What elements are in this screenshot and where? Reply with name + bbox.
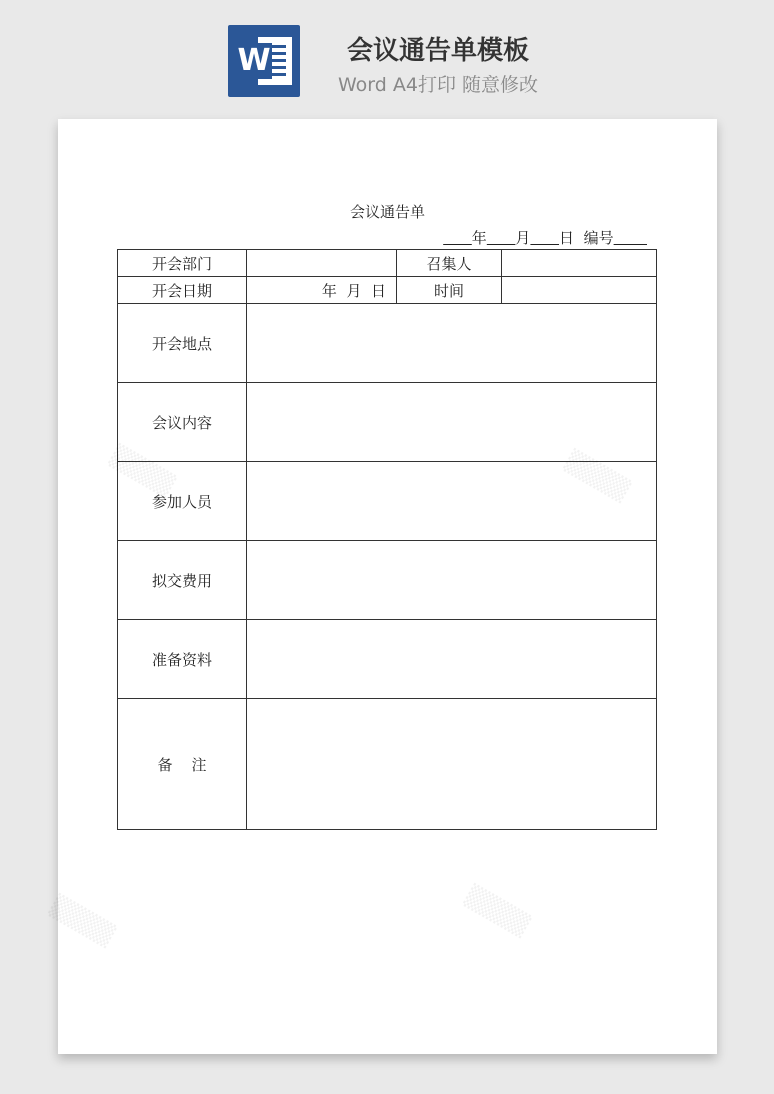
table-row	[118, 277, 657, 304]
table-row	[118, 383, 657, 462]
date-number-line	[443, 227, 647, 248]
materials-field[interactable]	[247, 620, 657, 699]
expenses-label: 拟交费用	[118, 541, 247, 620]
number-label: 编号	[583, 229, 614, 247]
content-label: 会议内容	[118, 383, 247, 462]
meeting-date-field[interactable]	[247, 277, 397, 304]
time-field[interactable]	[502, 277, 657, 304]
materials-label: 准备资料	[118, 620, 247, 699]
attendees-label: 参加人员	[118, 462, 247, 541]
table-row	[118, 462, 657, 541]
document-title: 会议通告单	[349, 203, 425, 221]
remarks-field[interactable]	[247, 699, 657, 830]
table-row	[118, 699, 657, 830]
table-row	[118, 541, 657, 620]
convener-field[interactable]	[502, 250, 657, 277]
year-label: 年	[471, 229, 487, 247]
watermark: ▒▒▒▒	[461, 883, 533, 940]
location-field[interactable]	[247, 304, 657, 383]
table-row	[118, 250, 657, 277]
watermark: ▒▒▒▒	[561, 448, 633, 505]
department-field[interactable]	[247, 250, 397, 277]
word-letter: W	[237, 43, 271, 78]
table-row	[118, 620, 657, 699]
header	[0, 0, 774, 110]
time-label: 时间	[397, 277, 502, 304]
watermark: ▒▒▒▒	[106, 443, 178, 500]
location-label: 开会地点	[118, 304, 247, 383]
department-label: 开会部门	[118, 250, 247, 277]
content-field[interactable]	[247, 383, 657, 462]
watermark: ▒▒▒▒	[46, 893, 118, 950]
page-title: 会议通告单模板	[346, 36, 529, 66]
notice-form-table	[117, 249, 657, 830]
page-subtitle: Word A4打印 随意修改	[337, 74, 538, 96]
convener-label: 召集人	[397, 250, 502, 277]
expenses-field[interactable]	[247, 541, 657, 620]
day-label: 日	[559, 229, 575, 247]
remarks-label: 备 注	[118, 699, 247, 830]
meeting-date-label: 开会日期	[118, 277, 247, 304]
attendees-field[interactable]	[247, 462, 657, 541]
word-icon	[228, 25, 300, 97]
month-label: 月	[515, 229, 531, 247]
document-page	[46, 119, 717, 1054]
table-row	[118, 304, 657, 383]
date-placeholder: 年 月 日	[321, 281, 386, 300]
